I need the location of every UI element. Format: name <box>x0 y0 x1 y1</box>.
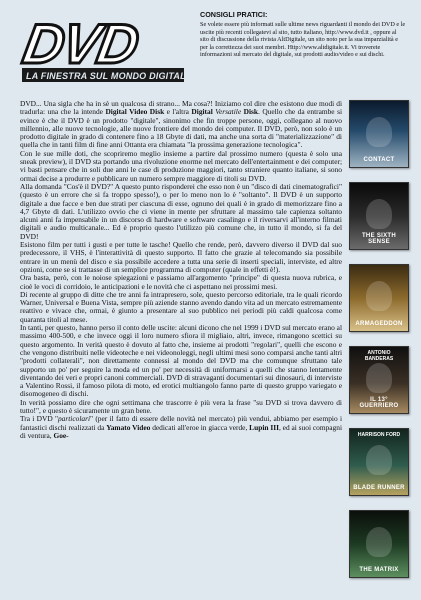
p1-italic-versatile: Versatile <box>215 107 242 117</box>
dvd-logo: DVD <box>18 12 142 75</box>
paragraph-1 <box>20 100 342 150</box>
tips-title: CONSIGLI PRATICI: <box>200 10 268 19</box>
p9-bold-goe: Goe- <box>53 430 69 440</box>
cover-art <box>366 281 392 311</box>
paragraph-9 <box>20 415 342 440</box>
cover-art <box>366 445 392 475</box>
cover-title: THE MATRIX <box>359 567 399 573</box>
cover-art <box>366 117 392 147</box>
dvd-cover-matrix <box>349 510 409 578</box>
p1-bold-digital: Digital <box>191 107 216 117</box>
p1-bold-disk: Disk <box>243 107 258 117</box>
paragraph-3: Alla domanda "Cos'è il DVD?" A questo punto risponderei che esso non è un "disco di dati cinematografici" (questo è un errore che si fa troppo spesso!), o per lo meno non lo è "soltanto". Il DVD è un supporto digitale a due facce e ben due strati per ciascuna di esse, ognuno dei quali è in grado di memorizzare fino a 4,7 Gbyte di dati. L'utilizzo ovvio che ci viene in mente per sfruttare al massimo tale capienza soltanto alcuni anni fa impensabile in un discorso di hardware e software casalingo e il riversarvi all'interno filmati digitali e audio multicanale... Ed è proprio questo l'utilizzo più comune che, in tutto il mondo, si fa del DVD! <box>20 181 342 241</box>
p9-italic-particolari: particolari <box>57 414 91 424</box>
p9-bold-yamato-video: Yamato Video <box>106 422 151 432</box>
paragraph-5: Ora basta, però, con le noiose spiegazioni e passiamo all'argomento "principe" di questa nuova rubrica, e cioè le voci di corridoio, le anticipazioni e le novità che ci aspettano nei prossimi mesi. <box>20 273 342 291</box>
p1-text-c: e l'altra <box>164 107 192 117</box>
cover-top-text: ANTONIO BANDERAS <box>364 350 394 362</box>
page-header <box>0 0 421 92</box>
cover-title: BLADE RUNNER <box>353 485 405 491</box>
paragraph-4: Esistono film per tutti i gusti e per tutte le tasche! Quello che rende, però, davvero diverso il DVD dal suo predecessore, il VHS, è l'interattività di questo supporto. Il fatto che grazie al telecomando sia possibile entrare in un menù del disco e sia possibile accedere a tutta una serie di inserti speciali, interviste, ed altre opzioni, come se si trattasse di un semplice programma di computer (quale in effetti è!). <box>20 240 342 274</box>
cover-top-text: HARRISON FORD <box>357 432 401 438</box>
p9-text-b: " (per il fatto di essere delle novità nel mercato) più vendui, abbiamo per esempio i fantastici dischi realizzati da <box>20 414 342 432</box>
paragraph-8: In verità possiamo dire che ogni settimana che trascorre è più vera la frase "su DVD si trova davvero di tutto!", e questo è sicuramente un gran bene. <box>20 397 342 415</box>
p9-text-c: dedicati all'eroe in giacca verde, <box>150 422 250 432</box>
article-body <box>20 100 342 595</box>
tips-box <box>200 10 406 90</box>
p9-text-d: , ed ai suoi compagni di ventura, <box>20 422 342 440</box>
dvd-cover-blade-runner <box>349 428 409 496</box>
p1-bold-digital-video-disk: Digital Video Disk <box>105 107 165 117</box>
paragraph-2: Con le sue mille doti, che scopriremo meglio insieme a partire dal prossimo numero (questa è solo una sneak preview), il DVD sta portando una rivoluzione enorme nel mercato dell'entertainment e dei computer; vi basti pensare che in soli due anni le case di produzione maggiori, tanto straniere quanto italiane, si sono ormai decise a produrre e pubblicare un numero sempre maggiore di titoli su DVD. <box>20 148 342 183</box>
logo-subtitle: LA FINESTRA SUL MONDO DIGITALE <box>26 71 192 81</box>
tips-body: Se volete essere più informati sulle ultime news riguardanti il mondo dei DVD e le uscite più recenti collegatevi al sito, tutto italiano, http://www.dvd.it , oppure al sito di discussione della rivista AltDigitale, un sito noto per la sua imparzialità e per la correttezza dei suoi membri. Http://www.altdigitale.it. Vi troverete informazioni sul mercato del digitale, sui prodotti audio/video e sui dischi. <box>200 21 406 59</box>
dvd-cover-sixth-sense <box>349 182 409 250</box>
cover-title: CONTACT <box>363 157 395 163</box>
paragraph-7: In tanti, per questo, hanno perso il conto delle uscite: alcuni dicono che nel 1999 i DVD sul mercato erano al massimo 400-500, e che invece oggi il loro numero sfiora il migliaio, altri, invece, rimangono scettici su questo argomento. In verità questo è dovuto al fatto che, insieme ai prodotti "regolari", quelli che escono e che vengono distribuiti nelle videoteche e nei videonoleggi, negli ultimi mesi sono comparsi anche tanti altri "prodotti collaterali", non direttamente connessi al mondo del DVD ma che comunque sfruttano tale supporto un po' per seguire la moda ed un po' per necessità di uniformarsi a quelli che stanno lentamente diventando dei veri e propri canoni commerciali. DVD di stravaganti documentari sui dinosauri, di interviste a Valentino Rossi, il famoso pilota di moto, ed erotici multiangolo fanno parte di questo gruppo variegato e disomogeneo di dischi. <box>20 323 342 399</box>
cover-art <box>366 199 392 229</box>
cover-title: THE SIXTH SENSE <box>361 233 397 245</box>
paragraph-6: Di recente al gruppo di ditte che tre anni fa intrapresero, sole, questo percorso editoriale, tra le quali ricordo Warner, Universal e Buena Vista, sempre più aziende stanno avendo dando vita ad un mercato estremamente reattivo e vivace che, ormai, è giunto a presentare al suo pubblico nei periodi più caldi qualcosa come quaranta titoli al mese. <box>20 289 342 324</box>
dvd-covers-column <box>349 100 411 573</box>
p1-text-g: . Quello che da entrambe si evince è che il DVD è un prodotto "digitale", sinonimo che fin troppe persone, oggi, collegano al nuovo millennio, alle nuove tecnologie, alle nuove frontiere del mondo dei computer. Il DVD, però, non solo è un prodotto digitale in grado di contenere fino a 18 Gbyte di dati, ma anche una sorta di "materializzazione" di quella che in tanti film di fine anni Ottanta era chiamata "la prossima generazione tecnologica". <box>20 107 342 150</box>
dvd-cover-contact <box>349 100 409 168</box>
p9-text-a: Tra i DVD " <box>20 414 58 424</box>
dvd-cover-armageddon <box>349 264 409 332</box>
p9-bold-lupin: Lupin III <box>249 422 279 432</box>
cover-title: IL 13° GUERRIERO <box>359 397 399 409</box>
dvd-cover-13th-warrior <box>349 346 409 414</box>
cover-art <box>366 527 392 557</box>
cover-title: ARMAGEDDON <box>355 321 403 327</box>
p1-text-a: DVD... Una sigla che ha in sè un qualcosa di strano... Ma cosa?! Iniziamo col dire che esistono due modi di tradurla: una che la intende <box>20 100 342 117</box>
cover-art <box>366 363 392 393</box>
